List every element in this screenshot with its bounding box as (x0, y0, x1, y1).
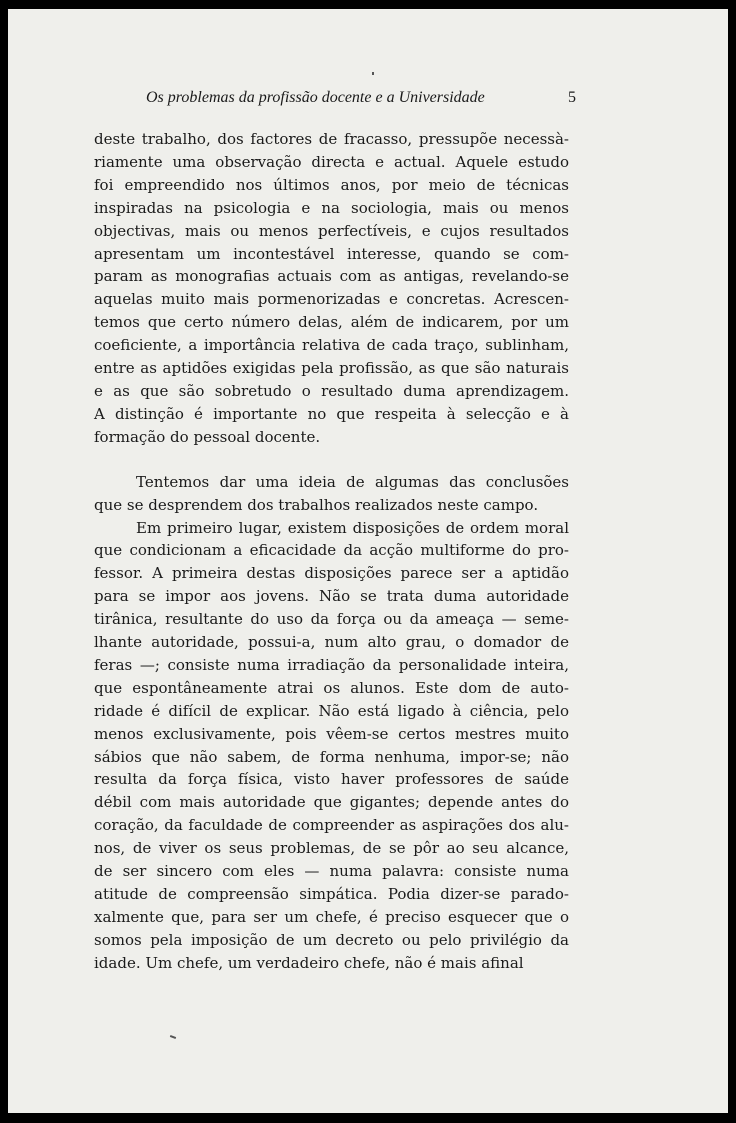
text-line: ridade é difícil de explicar. Não está ligado à ciência, pelo (94, 701, 569, 720)
text-line: fessor. A primeira destas disposições parece ser a aptidão (94, 564, 569, 583)
body-text (94, 128, 569, 975)
text-line: param as monografias actuais com as antigas, revelando-se (94, 267, 569, 286)
text-line: Tentemos dar uma ideia de algumas das conclusões (136, 472, 569, 491)
header-title: Os problemas da profissão docente e a Universidade (146, 89, 485, 106)
text-line: xalmente que, para ser um chefe, é preciso esquecer que o (94, 907, 569, 926)
text-line: que se desprendem dos trabalhos realizados neste campo. (94, 495, 539, 514)
text-line: inspiradas na psicologia e na sociologia, mais ou menos (94, 198, 569, 217)
text-line: temos que certo número delas, além de indicarem, por um (94, 313, 569, 332)
text-line: riamente uma observação directa e actual. Aquele estudo (94, 152, 569, 171)
text-line: somos pela imposição de um decreto ou pelo privilégio da (94, 930, 569, 949)
text-line: lhante autoridade, possui-a, num alto grau, o domador de (94, 633, 569, 652)
text-line: entre as aptidões exigidas pela profissão, as que são naturais (94, 359, 569, 378)
paragraph-3 (94, 517, 569, 975)
text-line: coeficiente, a importância relativa de cada traço, sublinham, (94, 336, 569, 355)
text-line: para se impor aos jovens. Não se trata duma autoridade (94, 587, 569, 606)
text-line: Em primeiro lugar, existem disposições de ordem moral (136, 518, 569, 537)
text-line: débil com mais autoridade que gigantes; depende antes do (94, 793, 569, 812)
text-line: que condicionam a eficacidade da acção multiforme do pro- (94, 541, 569, 560)
text-line: de ser sincero com eles — numa palavra: consiste numa (94, 862, 569, 881)
text-line: menos exclusivamente, pois vêem-se certos mestres muito (94, 724, 569, 743)
text-line: formação do pessoal docente. (94, 427, 321, 446)
text-line: objectivas, mais ou menos perfectíveis, e cujos resultados (94, 221, 569, 240)
text-line: aquelas muito mais pormenorizadas e concretas. Acrescen- (94, 290, 569, 309)
text-line: que espontâneamente atrai os alunos. Este dom de auto- (94, 678, 569, 697)
page-number: 5 (568, 89, 576, 106)
text-line: sábios que não sabem, de forma nenhuma, impor-se; não (94, 747, 569, 766)
paragraph-1 (94, 128, 569, 449)
text-line: deste trabalho, dos factores de fracasso, pressupõe necessà- (94, 130, 569, 148)
text-line: e as que são sobretudo o resultado duma aprendizagem. (94, 381, 569, 400)
text-line: coração, da faculdade de compreender as aspirações dos alu- (94, 816, 569, 835)
text-line: tirânica, resultante do uso da força ou da ameaça — seme- (94, 610, 569, 629)
running-header (146, 89, 576, 113)
text-line: apresentam um incontestável interesse, quando se com- (94, 244, 569, 263)
text-line: resulta da força física, visto haver professores de saúde (94, 770, 569, 789)
text-line: atitude de compreensão simpática. Podia dizer-se parado- (94, 885, 569, 903)
paragraph-2 (94, 471, 569, 517)
text-line: foi empreendido nos últimos anos, por meio de técnicas (94, 175, 569, 194)
text-line: idade. Um chefe, um verdadeiro chefe, não é mais afinal (94, 953, 524, 972)
text-line: feras —; consiste numa irradiação da personalidade inteira, (94, 655, 569, 674)
text-line: A distinção é importante no que respeita à selecção e à (94, 404, 569, 423)
dust-speck (372, 72, 374, 75)
text-line: nos, de viver os seus problemas, de se pôr ao seu alcance, (94, 839, 569, 858)
